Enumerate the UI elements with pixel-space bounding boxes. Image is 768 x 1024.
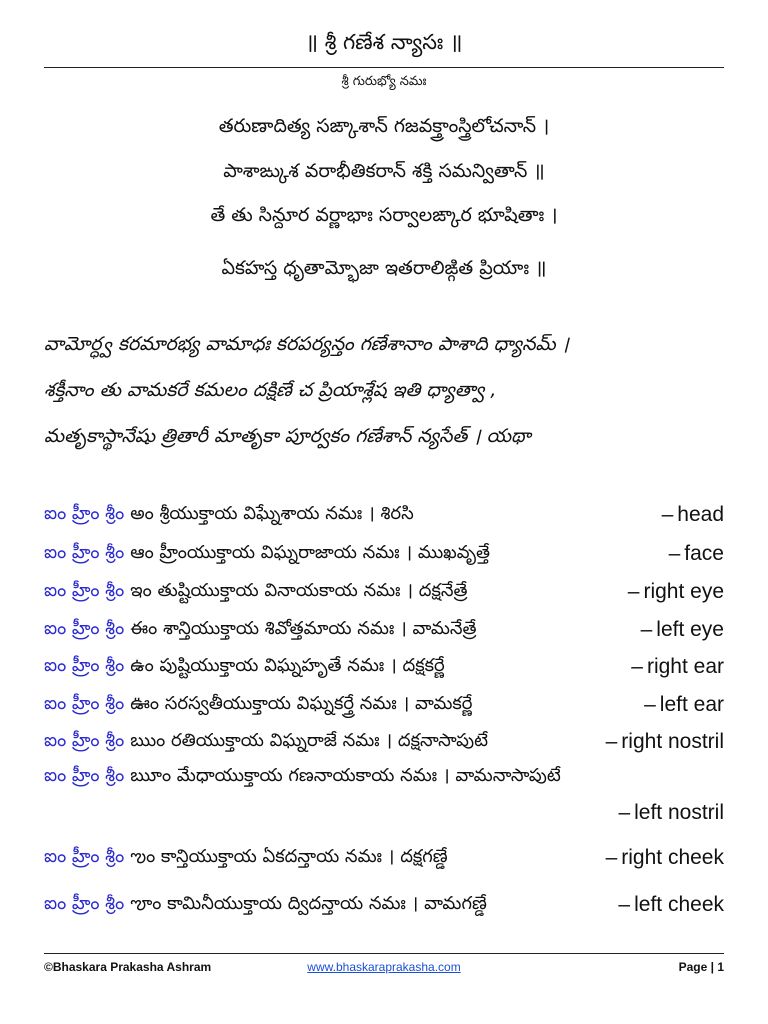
dash: – — [627, 580, 640, 603]
bija-mantra: ఐం హ్రీం శ్రీం — [44, 502, 125, 524]
page-title: ॥ శ్రీ గణేశ న్యాసః ॥ — [305, 30, 463, 54]
instruction-line: మతృకాస్థానేషు త్రితారీ మాతృకా పూర్వకం గణేశాన్ న్యసేత్ । యథా — [44, 425, 531, 447]
dash: – — [640, 618, 653, 641]
nyasa-text: ఆం హ్రీంయుక్తాయ విఘ్నరాజాయ నమః । ముఖవృత్తే — [130, 541, 490, 563]
bija-mantra: ఐం హ్రీం శ్రీం — [44, 541, 125, 563]
body-part: right cheek — [621, 846, 724, 869]
nyasa-text: ౡం కామినీయుక్తాయ ద్విదన్తాయ నమః । వామగణ్డే — [130, 892, 487, 914]
bija-mantra: ఐం హ్రీం శ్రీం — [44, 692, 125, 714]
page-subtitle: శ్రీ గురుభ్యో నమః — [341, 74, 427, 89]
bija-mantra: ఐం హ్రీం శ్రీం — [44, 729, 125, 751]
nyasa-text: ఈం శాన్తియుక్తాయ శివోత్తమాయ నమః । వామనేత్రే — [130, 617, 477, 639]
nyasa-text: ఋం రతియుక్తాయ విఘ్నరాజే నమః । దక్షనాసాపుటే — [130, 729, 489, 751]
header-divider — [44, 67, 724, 68]
nyasa-row — [44, 888, 724, 922]
bija-mantra: ఐం హ్రీం శ్రీం — [44, 579, 125, 601]
dash: – — [618, 893, 631, 916]
verse-line: పాశాఙ్కుశ వరాభీతికరాన్ శక్తి సమన్వితాన్ ॥ — [223, 160, 545, 182]
body-part: left eye — [656, 618, 724, 641]
dash: – — [618, 801, 631, 824]
nyasa-text: ఌం కాన్తియుక్తాయ ఏకదన్తాయ నమః । దక్షగణ్డే — [130, 845, 448, 867]
dash: – — [668, 542, 681, 565]
dash: – — [644, 693, 656, 716]
nyasa-row — [44, 760, 724, 794]
dash: – — [605, 730, 618, 753]
dash: – — [631, 655, 643, 678]
nyasa-row — [44, 537, 724, 571]
instruction-line: వామోర్ధ్వ కరమారభ్య వామాధః కరపర్యన్తం గణేశానాం పాశాది ధ్యానమ్ । — [44, 333, 569, 355]
dash: – — [661, 503, 674, 526]
nyasa-text: అం శ్రీయుక్తాయ విఘ్నేశాయ నమః । శిరసి — [130, 502, 414, 524]
bija-mantra: ఐం హ్రీం శ్రీం — [44, 764, 125, 786]
verse-line: తే తు సిన్దూర వర్ణాభాః సర్వాలఙ్కార భూషితాః । — [210, 204, 558, 226]
nyasa-text: ఊం సరస్వతీయుక్తాయ విఘ్నకర్త్రే నమః । వామకర్ణే — [130, 692, 473, 714]
nyasa-row — [44, 650, 724, 684]
verse-line: ఏకహస్త ధృతామ్భోజా ఇతరాలిఙ్గిత ప్రియాః ॥ — [221, 257, 547, 279]
nyasa-row-continuation — [618, 798, 724, 828]
page-number: Page | 1 — [678, 960, 724, 974]
nyasa-text: ఉం పుష్టియుక్తాయ విఘ్నహృతే నమః । దక్షకర్ణే — [130, 654, 445, 676]
nyasa-row — [44, 688, 724, 722]
body-part: right nostril — [621, 730, 724, 753]
body-part: left cheek — [634, 893, 724, 916]
nyasa-text: ౠం మేధాయుక్తాయ గణనాయకాయ నమః । వామనాసాపుటే — [130, 764, 561, 786]
body-part: right eye — [643, 580, 724, 603]
bija-mantra: ఐం హ్రీం శ్రీం — [44, 845, 125, 867]
body-part: left nostril — [634, 801, 724, 824]
nyasa-row — [44, 498, 724, 532]
dash: – — [605, 846, 618, 869]
bija-mantra: ఐం హ్రీం శ్రీం — [44, 654, 125, 676]
body-part: left ear — [659, 693, 724, 716]
body-part: head — [677, 503, 724, 526]
nyasa-row — [44, 613, 724, 647]
bija-mantra: ఐం హ్రీం శ్రీం — [44, 892, 125, 914]
verse-line: తరుణాదిత్య సఙ్కాశాన్ గజవక్త్రాంస్త్రిలోచనాన్ । — [218, 115, 550, 137]
footer-divider — [44, 953, 724, 954]
page-footer — [44, 960, 724, 978]
website-link[interactable]: www.bhaskaraprakasha.com — [307, 960, 461, 974]
body-part: right ear — [646, 655, 724, 678]
nyasa-row — [44, 841, 724, 875]
footer-center — [44, 960, 724, 974]
bija-mantra: ఐం హ్రీం శ్రీం — [44, 617, 125, 639]
nyasa-text: ఇం తుష్టియుక్తాయ వినాయకాయ నమః । దక్షనేత్రే — [130, 579, 468, 601]
body-part: face — [684, 542, 724, 565]
nyasa-row — [44, 725, 724, 759]
nyasa-row — [44, 575, 724, 609]
instruction-line: శక్తీనాం తు వామకరే కమలం దక్షిణే చ ప్రియాశ్లేష ఇతి ధ్యాత్వా , — [44, 379, 497, 401]
copyright: ©Bhaskara Prakasha Ashram — [44, 960, 212, 974]
